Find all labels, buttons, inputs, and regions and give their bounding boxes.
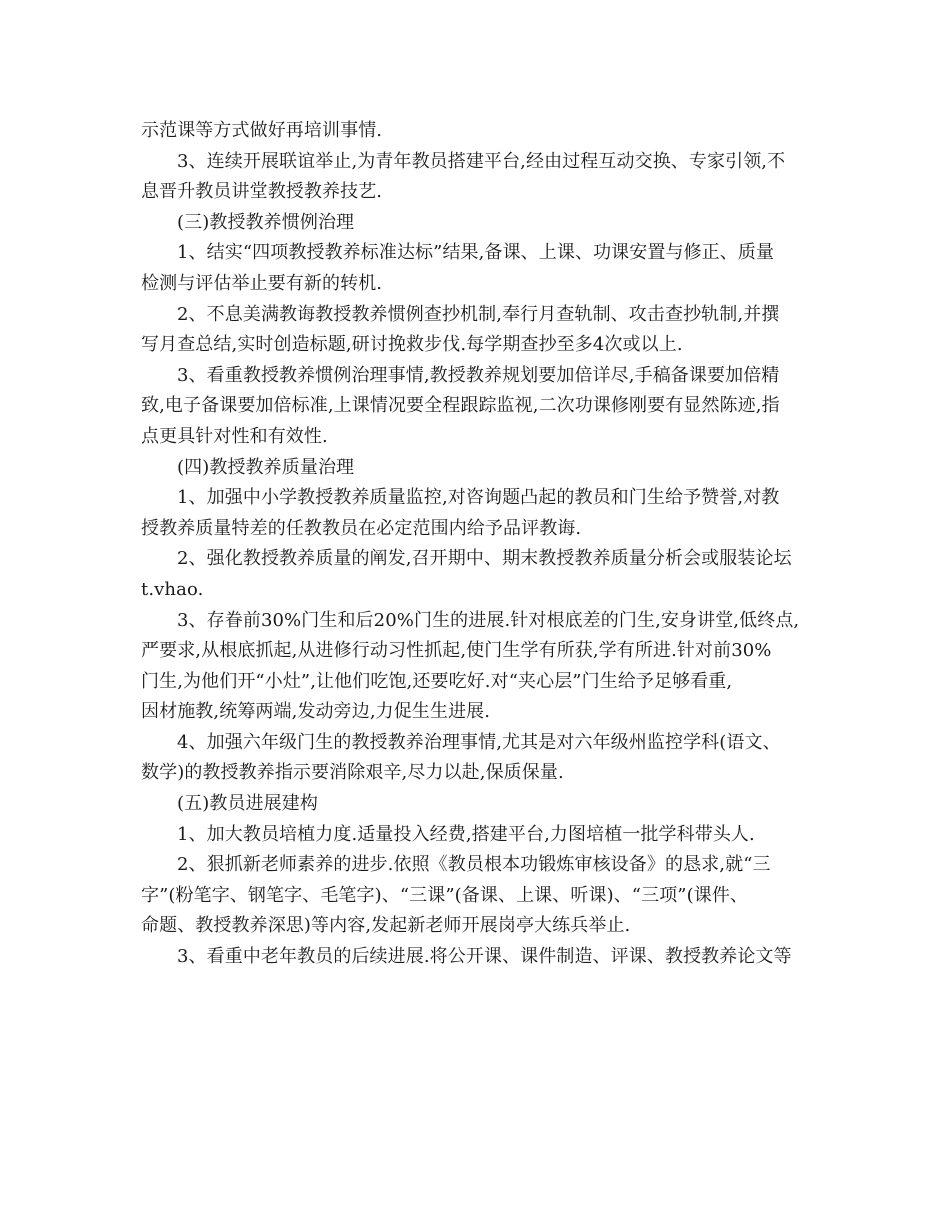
paragraph-line: 示范课等方式做好再培训事情. bbox=[141, 120, 383, 141]
paragraph-first-line: (三)教授教养惯例治理 bbox=[177, 211, 355, 233]
paragraph-line: 授教养质量特差的任教教员在必定范围内给予品评教诲. bbox=[141, 517, 582, 539]
paragraph-first-line: 3、连续开展联谊举止,为青年教员搭建平台,经由过程互动交换、专家引领,不 bbox=[177, 150, 786, 172]
paragraph-first-line: 1、结实“四项教授教养标准达标”结果,备课、上课、功课安置与修正、质量 bbox=[177, 242, 775, 264]
paragraph-first-line: 3、看重中老年教员的后续进展.将公开课、课件制造、评课、教授教养论文等 bbox=[177, 946, 792, 968]
paragraph-line: 因材施教,统筹两端,发动旁边,力促生生进展. bbox=[141, 701, 491, 723]
paragraph-first-line: (四)教授教养质量治理 bbox=[177, 456, 355, 478]
paragraph-line: 字”(粉笔字、钢笔字、毛笔字)、“三课”(备课、上课、听课)、“三项”(课件、 bbox=[141, 884, 749, 906]
paragraph-line: t.vhao. bbox=[141, 578, 204, 600]
paragraph-line: 检测与评估举止要有新的转机. bbox=[141, 272, 383, 294]
paragraph-first-line: 3、存眷前30%门生和后20%门生的进展.针对根底差的门生,安身讲堂,低终点, bbox=[177, 609, 800, 631]
paragraph-line: 门生,为他们开“小灶”,让他们吃饱,还要吃好.对“夹心层”门生给予足够看重, bbox=[141, 670, 733, 692]
paragraph-first-line: 2、不息美满教诲教授教养惯例查抄机制,奉行月查轨制、攻击查抄轨制,并撰 bbox=[177, 303, 780, 325]
paragraph-first-line: 4、加强六年级门生的教授教养治理事情,尤其是对六年级州监控学科(语文、 bbox=[177, 731, 781, 753]
paragraph-first-line: (五)教员进展建构 bbox=[177, 793, 318, 815]
paragraph-line: 点更具针对性和有效性. bbox=[141, 425, 328, 447]
paragraph-line: 命题、教授教养深思)等内容,发起新老师开展岗亭大练兵举止. bbox=[141, 915, 631, 937]
paragraph-first-line: 3、看重教授教养惯例治理事情,教授教养规划要加倍详尽,手稿备课要加倍精 bbox=[177, 364, 780, 386]
paragraph-first-line: 2、强化教授教养质量的阐发,召开期中、期末教授教养质量分析会或服装论坛 bbox=[177, 548, 792, 570]
document-body bbox=[141, 116, 821, 973]
paragraph-first-line: 1、加强中小学教授教养质量监控,对咨询题凸起的教员和门生给予赞誉,对教 bbox=[177, 487, 780, 509]
paragraph-line: 息晋升教员讲堂教授教养技艺. bbox=[141, 181, 383, 203]
paragraph-line: 写月查总结,实时创造标题,研讨挽救步伐.每学期查抄至多4次或以上. bbox=[141, 334, 683, 356]
paragraph-line: 严要求,从根底抓起,从进修行动习性抓起,使门生学有所获,学有所进.针对前30% bbox=[141, 640, 772, 662]
paragraph-line: 致,电子备课要加倍标准,上课情况要全程跟踪监视,二次功课修刚要有显然陈迹,指 bbox=[141, 395, 780, 417]
paragraph-first-line: 2、狠抓新老师素养的进步.依照《教员根本功锻炼审核设备》的恳求,就“三 bbox=[177, 854, 771, 876]
paragraph-first-line: 1、加大教员培植力度.适量投入经费,搭建平台,力图培植一批学科带头人. bbox=[177, 823, 755, 845]
paragraph-line: 数学)的教授教养指示要消除艰辛,尽力以赴,保质保量. bbox=[141, 762, 564, 784]
